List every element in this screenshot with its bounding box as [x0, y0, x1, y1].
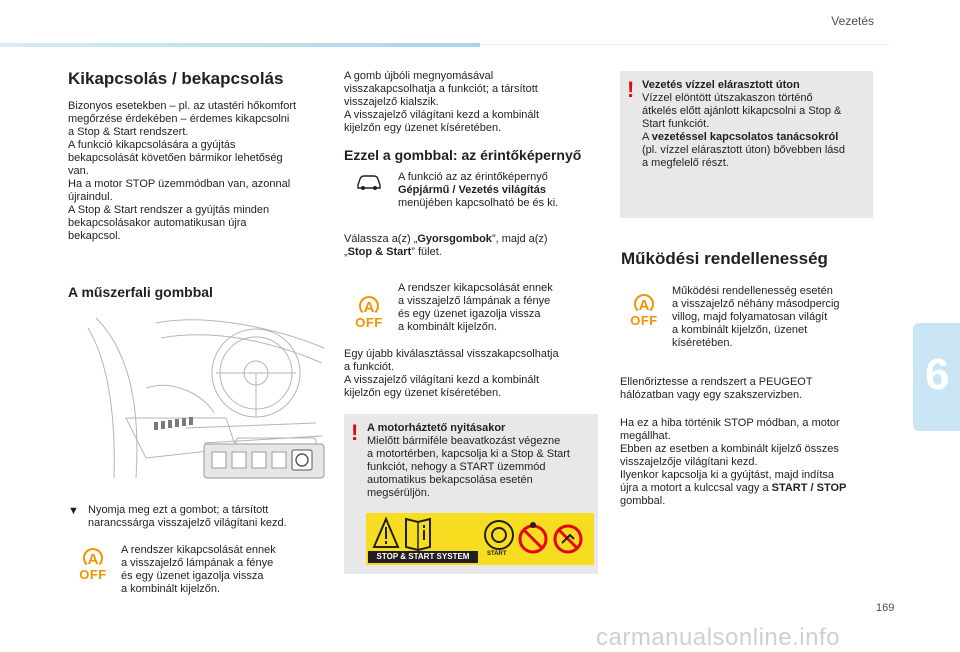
header-bar — [0, 43, 480, 47]
start-ribbon: START — [487, 551, 507, 557]
col1-intro: Bizonyos esetekben – pl. az utastéri hőkomfort megőrzése érdekében – érdemes kikapcsolni a Stop & Start rendszert. A funkció kikapcsolására a gyújtás bekapcsolását követően bármikor lehetőség van. Ha a motor STOP üzemmódban van, azonnal újraindul. A Stop & Start rendszer a gyújtás minden bekapcsolásakor automatikusan újra bekapcsol. — [68, 100, 297, 242]
aoff-icon: A OFF — [77, 548, 109, 582]
aoff-icon: A OFF — [353, 296, 385, 330]
section-title-onoff: Kikapcsolás / bekapcsolás — [68, 69, 284, 88]
col2-reactivate: Egy újabb kiválasztással visszakapcsolhatja a funkciót. A visszajelző világítani kezd a kombinált kijelzőn egy üzenet kíséretében. — [344, 348, 559, 399]
warning-flood-text: Vezetés vízzel elárasztott úton Vízzel elöntött útszakaszon történő átkelés előtt ajánlott kikapcsolni a Stop & Start funkciót. A vezetéssel kapcsolatos tanácsokról (pl. vízzel elárasztott úton) bővebben lásd a megfelelő részt. — [642, 79, 846, 169]
col3-check: Ellenőriztesse a rendszert a PEUGEOT hálózatban vagy egy szakszervizben. — [620, 376, 813, 401]
warning-bonnet-text: A motorháztető nyitásakor Mielőtt bármiféle beavatkozást végezne a motortérben, kapcsolja ki a Stop & Start funkciót, nehogy a START üzemmód automatikus bekapcsolása esetén megsérüljön. — [367, 422, 570, 499]
chapter-number: 6 — [925, 350, 950, 399]
stop-start-warning-label — [366, 513, 594, 565]
col3-aoff-text: Működési rendellenesség esetén a visszajelző néhány másodpercig villog, majd folyamatosan világít a kombinált kijelzőn, üzenet kíséretében. — [672, 285, 840, 349]
dashboard-drawing — [86, 318, 326, 480]
warning-icon: ! — [627, 77, 635, 102]
bullet-marker: ▼ — [68, 505, 79, 517]
section-title-malfunction: Működési rendellenesség — [621, 249, 828, 268]
aoff-icon: A OFF — [628, 294, 660, 328]
col2-touch-text: A funkció az az érintőképernyő Gépjármű / Vezetés világítás menüjében kapcsolható be és ki. — [398, 171, 559, 209]
col2-aoff-text: A rendszer kikapcsolását ennek a visszajelző lámpának a fénye és egy üzenet igazolja vissza a kombinált kijelzőn. — [398, 282, 553, 333]
stop-start-badge: STOP & START SYSTEM — [368, 551, 478, 563]
watermark: carmanualsonline.info — [596, 624, 840, 651]
car-icon — [356, 173, 382, 196]
warning-icon: ! — [351, 420, 359, 445]
col1-aoff-text: A rendszer kikapcsolását ennek a visszajelző lámpának a fénye és egy üzenet igazolja vissza a kombinált kijelzőn. — [121, 544, 276, 595]
col1-bullet: Nyomja meg ezt a gombot; a társított narancssárga visszajelző világítani kezd. — [88, 504, 287, 529]
subtitle-touchscreen: Ezzel a gombbal: az érintőképernyő — [344, 147, 582, 163]
dashboard-illustration — [86, 318, 326, 480]
subtitle-dashboard-button: A műszerfali gombbal — [68, 284, 213, 300]
col3-fault: Ha ez a hiba történik STOP módban, a motor megállhat. Ebben az esetben a kombinált kijelző összes visszajelzője világítani kezd. Ilyenkor kapcsolja ki a gyújtást, majd indítsa újra a motort a kulccsal vagy a START / STOP gombbal. — [620, 417, 847, 507]
chapter-title: Vezetés — [831, 14, 874, 28]
page-number: 169 — [876, 602, 895, 614]
col2-select: Válassza a(z) „Gyorsgombok”, majd a(z) „Stop & Start” fület. — [344, 233, 548, 258]
col2-intro: A gomb újbóli megnyomásával visszakapcsolhatja a funkciót; a társított visszajelző kialszik. A visszajelző világítani kezd a kombinált kijelzőn egy üzenet kíséretében. — [344, 70, 540, 134]
stop-start-button-highlight — [204, 444, 324, 478]
header-rule — [480, 44, 890, 45]
